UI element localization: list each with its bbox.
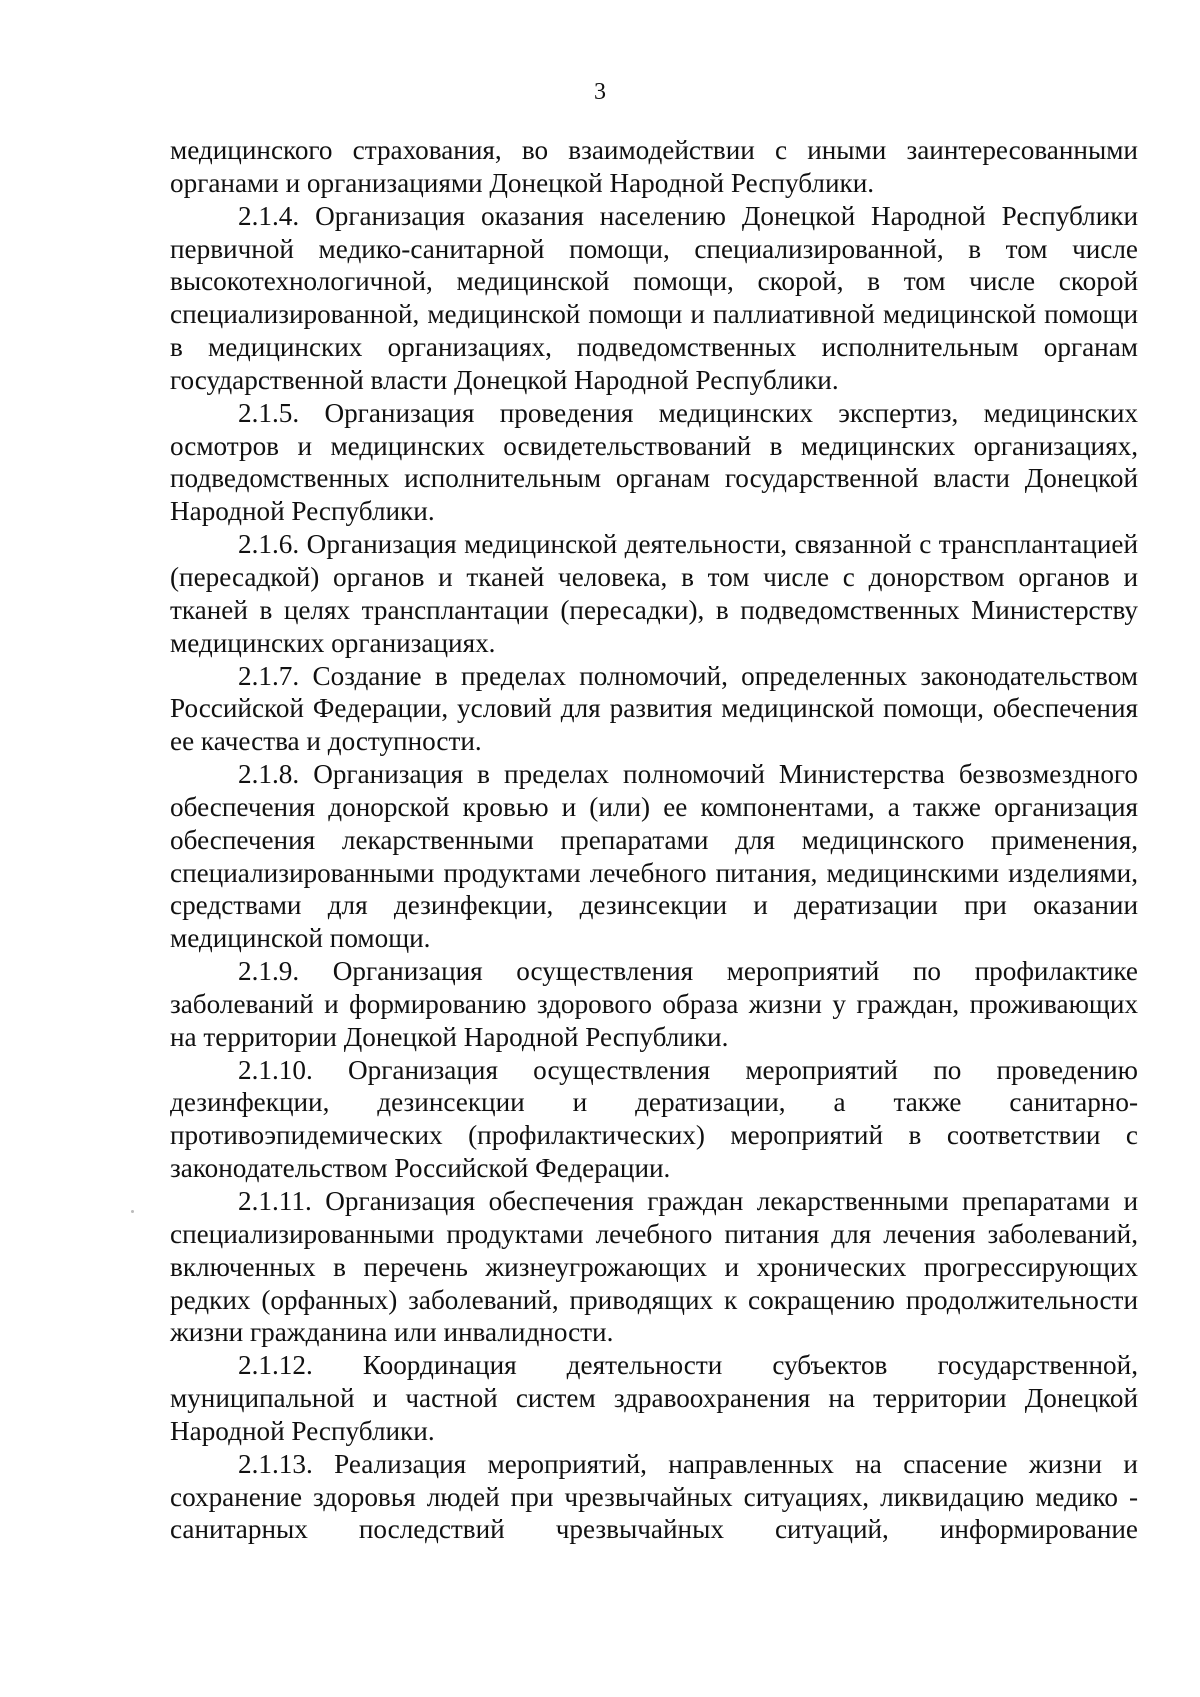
paragraph-2-1-6: 2.1.6. Организация медицинской деятельности, связанной с трансплантацией (пересадкой) органов и тканей человека, в том числе с донорством органов и тканей в целях трансплантации (пересадки), в подведомственных Министерству медицинских организациях.	[170, 529, 1138, 658]
paragraph-2-1-9: 2.1.9. Организация осуществления мероприятий по профилактике заболеваний и формированию здорового образа жизни у граждан, проживающих на территории Донецкой Народной Республики.	[170, 956, 1138, 1052]
paragraph-2-1-10: 2.1.10. Организация осуществления мероприятий по проведению дезинфекции, дезинсекции и дератизации, а также санитарно-противоэпидемических (профилактических) мероприятий в соответствии с законодательством Российской Федерации.	[170, 1054, 1138, 1184]
paragraph-2-1-12: 2.1.12. Координация деятельности субъектов государственной, муниципальной и частной систем здравоохранения на территории Донецкой Народной Республики.	[170, 1350, 1138, 1446]
paragraph-2-1-8: 2.1.8. Организация в пределах полномочий Министерства безвозмездного обеспечения донорской кровью и (или) ее компонентами, а также организация обеспечения лекарственными препаратами для медицинского применения, специализированными продуктами лечебного питания, медицинскими изделиями, средствами для дезинфекции, дезинсекции и дератизации при оказании медицинской помощи.	[170, 759, 1138, 954]
paragraph-2-1-13: 2.1.13. Реализация мероприятий, направленных на спасение жизни и сохранение здоровья людей при чрезвычайных ситуациях, ликвидацию медико - санитарных последствий чрезвычайных ситуаций, информирование	[170, 1448, 1138, 1545]
page-number: 3	[594, 79, 606, 105]
paragraph-2-1-11: 2.1.11. Организация обеспечения граждан лекарственными препаратами и специализированными продуктами лечебного питания для лечения заболеваний, включенных в перечень жизнеугрожающих и хронических прогрессирующих редких (орфанных) заболеваний, приводящих к сокращению продолжительности жизни гражданина или инвалидности.	[170, 1186, 1138, 1348]
paragraph-continuation: медицинского страхования, во взаимодействии с иными заинтересованными органами и организациями Донецкой Народной Республики.	[170, 135, 1138, 198]
paragraph-2-1-7: 2.1.7. Создание в пределах полномочий, определенных законодательством Российской Федерации, условий для развития медицинской помощи, обеспечения ее качества и доступности.	[170, 660, 1138, 757]
document-body	[170, 134, 1138, 1546]
paragraph-2-1-4: 2.1.4. Организация оказания населению Донецкой Народной Республики первичной медико-санитарной помощи, специализированной, в том числе высокотехнологичной, медицинской помощи, скорой, в том числе скорой специализированной, медицинской помощи и паллиативной медицинской помощи в медицинских организациях, подведомственных исполнительным органам государственной власти Донецкой Народной Республики.	[170, 200, 1138, 395]
paragraph-2-1-5: 2.1.5. Организация проведения медицинских экспертиз, медицинских осмотров и медицинских освидетельствований в медицинских организациях, подведомственных исполнительным органам государственной власти Донецкой Народной Республики.	[170, 397, 1138, 527]
scan-speck	[131, 1210, 134, 1213]
